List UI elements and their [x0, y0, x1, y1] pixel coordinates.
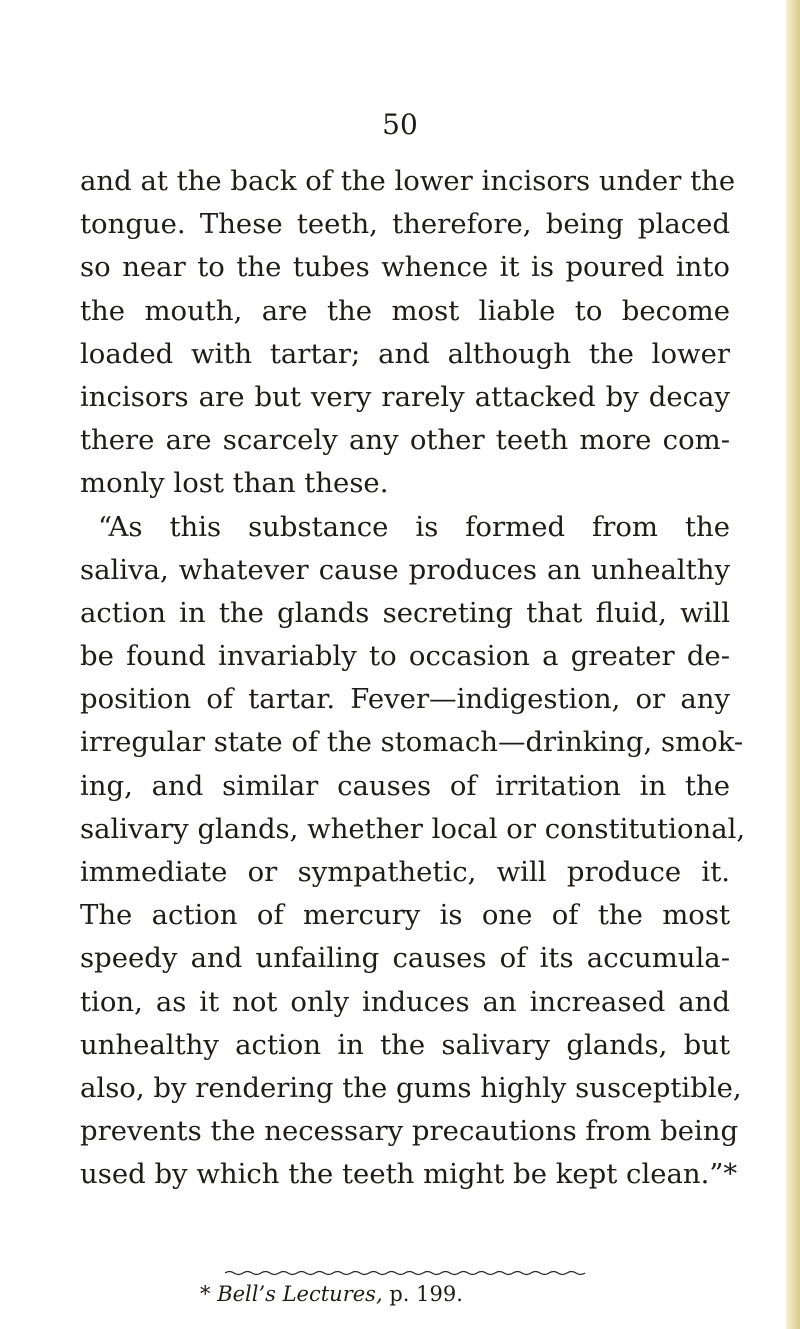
page-edge — [786, 0, 800, 1329]
text-line: salivary glands, whether local or constitutional, — [80, 812, 746, 845]
text-line: prevents the necessary precautions from being — [80, 1115, 739, 1148]
text-line: tongue. These teeth, therefore, being placed — [80, 208, 730, 241]
text-line: and at the back of the lower incisors under the — [80, 165, 736, 197]
text-line: unhealthy action in the salivary glands, but — [80, 1028, 730, 1061]
footnote-marker: * — [200, 1282, 211, 1306]
footnote-page: p. 199. — [389, 1282, 463, 1306]
text-line: immediate or sympathetic, will produce it. — [80, 856, 730, 888]
text-line: ing, and similar causes of irritation in the — [80, 769, 730, 802]
text-line: speedy and unfailing causes of its accumula- — [80, 942, 730, 975]
text-line: action in the glands secreting that fluid, will — [80, 596, 730, 629]
text-line: there are scarcely any other teeth more com- — [80, 424, 730, 457]
text-line: also, by rendering the gums highly susceptible, — [80, 1071, 742, 1104]
footnote-divider — [225, 1270, 590, 1276]
text-line: position of tartar. Fever—indigestion, or any — [80, 683, 730, 716]
page-number: 50 — [382, 108, 418, 141]
footnote-source: Bell’s Lectures, — [217, 1282, 383, 1306]
text-line: “As this substance is formed from the — [98, 510, 730, 543]
text-line: irregular state of the stomach—drinking, smok- — [80, 726, 744, 759]
text-line: loaded with tartar; and although the lower — [80, 337, 730, 370]
text-line: The action of mercury is one of the most — [80, 899, 730, 932]
text-line: used by which the teeth might be kept clean.”* — [80, 1158, 738, 1191]
text-line: so near to the tubes whence it is poured into — [80, 251, 730, 284]
text-line: saliva, whatever cause produces an unhealthy — [80, 553, 730, 586]
text-line: the mouth, are the most liable to become — [80, 294, 730, 327]
text-line: be found invariably to occasion a greater de- — [80, 640, 730, 673]
footnote — [200, 1280, 463, 1308]
text-line: tion, as it not only induces an increased and — [80, 985, 730, 1018]
body-text — [80, 160, 746, 1197]
text-line: incisors are but very rarely attacked by decay — [80, 380, 730, 413]
text-line: monly lost than these. — [80, 467, 389, 500]
